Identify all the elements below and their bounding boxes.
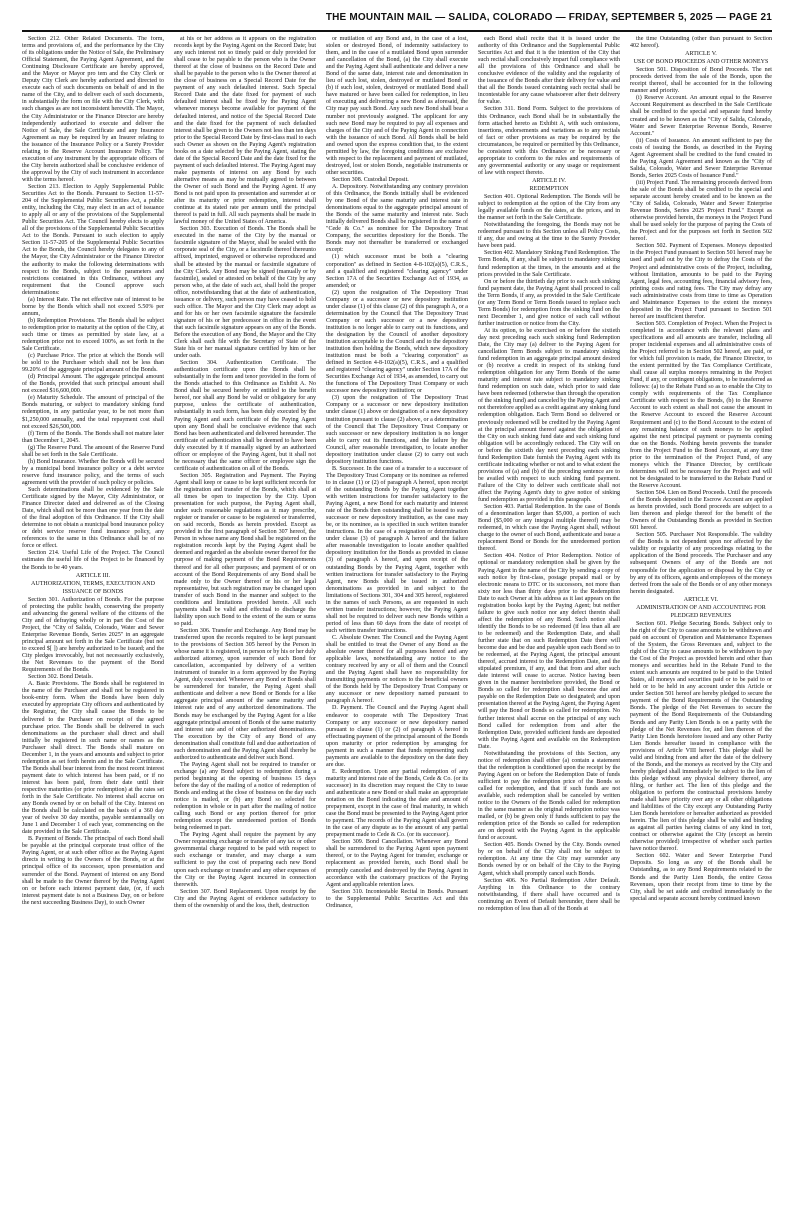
text-column	[630, 36, 772, 1218]
paragraph: Section 214. Useful Life of the Project. The Council estimates the useful life of the Project to be financed by the Bonds to be 40 years.	[22, 550, 164, 571]
paragraph: Section 503. Completion of Project. When the Project is completed in accordance with the relevant plans and specifications and all amounts are transfer, including all proper incidental expenses and all administrative costs of the Project referred to in Section 502 hereof, are paid, or for which full provision is made, the Finance Director, to the extent permitted by the Tax Compliance Certificate, shall cause all surplus moneys remaining in the Project Fund, if any, or contingent obligations, to be transferred as follows: (a) to the Rebate Fund so as to enable the City to comply with requirements of the Tax Compliance Certificate with respect to the Bonds, (b) to the Reserve Account to such extent as shall not cause the amount in the Reserve Account to exceed the Reserve Account Requirement and (c) to the Bond Account to the extent of any remaining balance of such moneys to be applied against the next principal payment or payments coming due on the Bonds. Nothing herein prevents the transfer from the Project Fund to the Bond Account, at any time prior to the termination of the Project Fund, of any moneys which the Finance Director, by certificate determines will not be necessary for the Project and will not be designated to be transferred to the Rebate Fund or the Reserve Account.	[630, 320, 772, 489]
paragraph: D. Payment. The Council and the Paying Agent shall endeavor to cooperate with The Depository Trust Company or any successor or new depository named pursuant to clause (1) or (2) of paragraph A hereof in effectuating payment of the principal amount of the Bonds upon maturity or prior redemption by arranging for payment in such a manner that funds representing such payments are available to the depository on the date they are due.	[326, 705, 468, 768]
paragraph: (a) Interest Rate. The net effective rate of interest to be borne by the Bonds which shall not exceed 5.50% per annum,	[22, 296, 164, 317]
paragraph: (h) Bond Insurance. Whether the Bonds will be secured by a municipal bond insurance policy or a debt service reserve fund insurance policy, and the terms of such agreement with the provider of such policy or policies.	[22, 458, 164, 486]
paragraph: Section 305. Registration and Payment. The Paying Agent shall keep or cause to be kept sufficient records for the registration and transfer of the Bonds, which shall at all times be open to inspection by the City. Upon presentation for such purpose, the Paying Agent shall, under such reasonable regulations as it may prescribe, register or transfer or cause to be registered or transferred, on said records, Bonds as herein provided. Except as provided in the first paragraph of Section 307 hereof, the Person in whose name any Bond shall be registered on the registration records kept by the Paying Agent shall be deemed and regarded as the absolute owner thereof for the purpose of making payment of the Bond Requirements thereof and for all other purposes; and payment of or on account of the Bond Requirements of any Bond shall be made only to the Owner thereof or his or her legal representative, but such registration may be changed upon transfer of such Bond in the manner and subject to the conditions and limitations provided herein. All such payments shall be valid and effectual to discharge the liability upon such Bond to the extent of the sum or sums so paid.	[174, 472, 316, 627]
paragraph: C. Absolute Owner. The Council and the Paying Agent shall be entitled to treat the Owner of any Bond as the absolute owner thereof for all purposes hereof and any applicable laws, notwithstanding any notice to the contrary received by any or all of them and the Council and the Paying Agent shall have no responsibility for transmitting payments or notices to the beneficial owners of the Bonds held by The Depository Trust Company or any successor or new depository named pursuant to paragraph A hereof.	[326, 634, 468, 705]
paragraph: Notwithstanding the foregoing, the Bonds may not be redeemed pursuant to this Section unless all Policy Costs, if any, due and owing at the time to the Surety Provider have been paid.	[478, 222, 620, 250]
paragraph: Section 302. Bond Details.	[28, 674, 93, 681]
paragraph: Section 602. Water and Sewer Enterprise Fund Deposits. So long as any of the Bonds shall be Outstanding, as to any Bond Requirements related to the Bonds and the Parity Lien Bonds, the entire Gross Revenues, upon their receipt from time to time by the City, shall be set aside and credited immediately to the special and separate account hereby continued known	[630, 853, 772, 902]
paragraph: (b) Redemption Provisions. The Bonds shall be subject to redemption prior to maturity at the option of the City, at such time or times as permitted by state law, at a redemption price not to exceed 100%, as set forth in the Sale Certificate.	[22, 317, 164, 353]
paragraph: Section 308. Custodial Deposit.	[332, 176, 409, 183]
paragraph: Section 402. Mandatory Sinking Fund Redemption. The Term Bonds, if any, shall be subject to mandatory sinking fund redemption at the times, in the amounts and at the prices provided in the Sale Certificate.	[478, 250, 620, 278]
article-heading: ADMINISTRATION OF AND ACCOUNTING FOR	[636, 604, 766, 611]
text-column	[326, 36, 468, 1218]
paragraph: B. Payment of Bonds. The principal of each Bond shall be payable at the principal corporate trust office of the Paying Agent, or at such other office as the Paying Agent directs in writing to the Owners of the Bonds, or at the principal office of its successor, upon presentation and surrender of the Bond. Payment of interest on any Bond shall be made to the Owner thereof by the Paying Agent on or before each interest payment date, (or, if such interest payment date is not a Business Day, on or before the next succeeding Business Day), to such Owner	[22, 836, 164, 906]
paragraph: Section 504. Lien on Bond Proceeds. Until the proceeds of the Bonds deposited in the Escrow Account are applied as herein provided, such Bond proceeds are subject to a lien thereon and pledge thereof for the benefit of the Owners of the Outstanding Bonds as provided in Section 601 hereof.	[630, 490, 772, 532]
paragraph: Such determinations shall be evidenced by the Sale Certificate signed by the Mayor, City Administrator, or Finance Director dated and delivered as of the Closing Date, which shall not be more than one year from the date of the final adoption of this Ordinance. If the City shall determine to not obtain a municipal bond insurance policy or debt service reserve fund insurance policy, any references to the same in this Ordinance shall be of no force or effect.	[22, 487, 164, 550]
paragraph: (g) The Reserve Fund. The amount of the Reserve Fund shall be set forth in the Sale Certificate.	[22, 444, 164, 458]
paragraph: On or before the thirtieth day prior to each such sinking fund payment date, the Paying Agent shall proceed to call the Term Bonds, if any, as provided in the Sale Certificate (or any Term Bond or Term Bonds issued to replace such Term Bonds) for redemption from the sinking fund on the next December 1, and give notice of such call without further instruction or notice from the City.	[478, 278, 620, 327]
article-heading: ARTICLE VI.	[683, 596, 719, 603]
text-column	[174, 36, 316, 1218]
paragraph: (2) upon the resignation of The Depository Trust Company or a successor or new depository institution under clause (1) of this clause (2) of this paragraph A, or a determination by the Council that The Depository Trust Company or such successor or a new depository institution is no longer able to carry out its functions, and the designation by the Council of another depository institution acceptable to the Council and to the depository institution then holding the Bonds, which new depository institution must be both a "clearing corporation" as defined in Section 4-8-102(a)(5), C.R.S., and a qualified and registered "clearing agency" under Section 17A of the Securities Exchange Act of 1934, as amended, to carry out the functions of The Depository Trust Company or such successor new depository institution; or	[326, 289, 468, 395]
article-heading: ARTICLE V.	[685, 51, 717, 58]
article-heading: ISSUANCE OF BONDS	[62, 588, 124, 595]
paragraph: Section 501. Disposition of Bond Proceeds. The net proceeds derived from the sale of the Bonds, upon the receipt thereof, shall be accounted for in the following manner and priority.	[630, 67, 772, 95]
paragraph: Section 401. Optional Redemption. The Bonds will be subject to redemption at the option of the City from any legally available funds on the dates, at the prices, and in the manner set forth in the Sale Certificate.	[478, 194, 620, 222]
paragraph: A. Depository. Notwithstanding any contrary provision of this Ordinance, the Bonds initially shall be evidenced by one Bond of the same maturity and interest rate in denominations equal to the aggregate principal amount of the Bonds of the same maturity and interest rate. Such initially delivered Bonds shall be registered in the name of "Cede & Co." as nominee for The Depository Trust Company, the securities depository for the Bonds. The Bonds may not thereafter be transferred or exchanged except:	[326, 183, 468, 254]
paragraph: (d) Principal Amount. The aggregate principal amount of the Bonds, provided that such principal amount shall not exceed $16,600,000.	[22, 374, 164, 395]
paragraph: Section 405. Bonds Owned by the City. Bonds owned by or on behalf of the City shall not be subject to redemption. At any time the City may surrender any Bonds owned by or on behalf of the City to the Paying Agent, which shall promptly cancel such Bonds.	[478, 842, 620, 877]
paragraph: Section 601. Pledge Securing Bonds. Subject only to the right of the City to cause amounts to be withdrawn and paid on account of Operation and Maintenance Expenses of the System, the Gross Revenues and, subject to the right of the City to cause amounts to be withdrawn to pay the Cost of the Project as provided herein and other than moneys and securities held in the Rebate Fund to the extent such amounts are required to be paid to the United States, all moneys and securities paid or to be paid to or held or to be held in any account under this Article or under Section 501 hereof are hereby pledged to secure the payment of the Bond Requirements of the Outstanding Bonds. The pledge of the Net Revenues to secure the payment of the Bond Requirements of the Outstanding Bonds and any Parity Lien Bonds is on a parity with the pledge of the Net Revenues for, and lien thereon of the Parity Lien Bonds heretofore issued and any other Parity Lien Bonds hereafter issued in compliance with the provisions of Article VIII hereof. This pledge shall be valid and binding from and after the date of the delivery of the Bonds, and the moneys as received by the City and hereby pledged shall immediately be subject to the lien of this pledge without any physical delivery thereof, any filing, or further act. The lien of this pledge and the obligation to perform the contractual provisions hereby made shall have priority over any or all other obligations and liabilities of the City except any Outstanding Parity Lien Bonds heretofore or hereafter authorized as provided herein. The lien of this pledge shall be valid and binding as against all parties having claims of any kind in tort, contract or otherwise against the City (except as herein otherwise provided) irrespective of whether such parties have notice thereof.	[630, 620, 772, 853]
paragraph: B. Successor. In the case of a transfer to a successor of The Depository Trust Company or its nominee as referred to in clause (1) or (2) of paragraph A hereof, upon receipt of the outstanding Bonds by the Paying Agent together with written instructions for transfer satisfactory to the Paying Agent, a new Bond for each maturity and interest rate of the Bonds then outstanding shall be issued to such successor or new depository institution, as the case may be, or its nominee, as is specified in such written transfer instructions. In the case of a resignation or determination under clause (3) of paragraph A hereof and the failure after reasonable investigation to locate another qualified depository institution for the Bonds as provided in clause (3) of paragraph A hereof, and upon receipt of the outstanding Bonds by the Paying Agent, together with written instructions for transfer satisfactory to the Paying Agent, new Bonds shall be issued in authorized denominations as provided in and subject to the limitations of Sections 301, 304 and 305 hereof, registered in the names of such Persons, as are requested in such written transfer instructions; however, the Paying Agent shall not be required to deliver such new Bonds within a period of less than 60 days from the date of receipt of such written transfer instructions.	[326, 465, 468, 634]
article-heading: REDEMPTION	[529, 185, 569, 192]
paragraph: (c) Purchase Price. The price at which the Bonds will be sold to the Purchaser which shall not be less than 99.20% of the aggregate principal amount of the Bonds.	[22, 353, 164, 374]
text-column	[478, 36, 620, 1218]
paragraph: Section 406. No Partial Redemption After Default. Anything in this Ordinance to the contrary notwithstanding, if there shall have occurred and is continuing an Event of Default hereunder, there shall be no redemption of less than all of the Bonds at	[478, 877, 620, 912]
paragraph: Section 404. Notice of Prior Redemption. Notice of optional or mandatory redemption shall be given by the Paying Agent in the name of the City by sending a copy of such notice by first-class, postage prepaid mail or by electronic means to DTC or its successors, not more than sixty nor less than thirty days prior to the Redemption Date to each Owner at his address as it last appears on the registration books kept by the Paying Agent; but neither failure to give such notice nor any defect therein shall affect the redemption of any Bond. Such notice shall identify the Bonds to be so redeemed (if less than all are to be redeemed) and the Redemption Date, and shall further state that on such Redemption Date there will become due and be due and payable upon each Bond so to be redeemed, at the Paying Agent, the principal amount thereof, accrued interest to the Redemption Date, and the stipulated premium, if any, and that from and after such date interest will cease to accrue. Notice having been given in the manner hereinbefore provided, the Bond or Bonds so called for redemption shall become due and payable on the Redemption Date so designated; and upon presentation thereof at the Paying Agent, the Paying Agent will pay the Bond or Bonds so called for redemption. No further interest shall accrue on the principal of any such Bond called for redemption from and after the Redemption Date, provided sufficient funds are deposited with the Paying Agent and available on the Redemption Date.	[478, 553, 620, 750]
text-column	[22, 36, 164, 1218]
masthead-text: THE MOUNTAIN MAIL — SALIDA, COLORADO — FRIDAY, SEPTEMBER 5, 2025 — PAGE 21	[325, 12, 772, 23]
article-heading: ARTICLE IV.	[532, 177, 566, 184]
paragraph: At its option, to be exercised on or before the sixtieth day next preceding each such sinking fund Redemption Date, the City may (a) deliver to the Paying Agent for cancellation Term Bonds subject to mandatory sinking fund redemption in an aggregate principal amount desired or (b) receive a credit in respect of its sinking fund redemption obligation for any Term Bonds of the same maturity and interest rate subject to mandatory sinking fund redemption on such date, which prior to said date have been redeemed (otherwise than through the operation of the sinking fund) and canceled by the Paying Agent and not theretofore applied as a credit against any sinking fund redemption obligation. Each Term Bond so delivered or previously redeemed will be credited by the Paying Agent at the principal amount thereof against the obligation of the City on such sinking fund date and such sinking fund obligation will be accordingly reduced. The City will on or before the sixtieth day next preceding each sinking fund Redemption Date furnish the Paying Agent with its certificate indicating whether or not and to what extent the provisions of (a) and (b) of the preceding sentence are to be availed with respect to such sinking fund payment. Failure of the City to deliver such certificate shall not affect the Paying Agent's duty to give notice of sinking fund redemption as provided in this paragraph.	[478, 327, 620, 504]
paragraph: Section 307. Bond Replacement. Upon receipt by the City and the Paying Agent of evidence satisfactory to them of the ownership of and the loss, theft, destruction	[174, 888, 316, 909]
paragraph: (1) which successor must be both a "clearing corporation" as defined in Section 4-8-102(a)(5), C.R.S., and a qualified and registered "clearing agency" under Section 17A of the Securities Exchange Act of 1934, as amended; or	[326, 254, 468, 289]
paragraph: Section 311. Bond Form. Subject to the provisions of this Ordinance, each Bond shall be in substantially the form attached hereto as Exhibit A, with such omissions, insertions, endorsements and variations as to any recitals of fact or other provisions as may be required by the circumstances, be required or permitted by this Ordinance, be consistent with this Ordinance or be necessary or appropriate to conform to the rules and requirements of any governmental authority or any usage or requirement of law with respect thereto.	[478, 106, 620, 176]
paragraph: Section 304. Authentication Certificate. The authentication certificate upon the Bonds shall be substantially in the form and tenor provided in the form of the Bonds attached to this Ordinance as Exhibit A. No Bond shall be secured hereby or entitled to the benefit hereof, nor shall any Bond be valid or obligatory for any purpose, unless the certificate of authentication, substantially in such form, has been duly executed by the Paying Agent and such certificate of the Paying Agent upon any Bond shall be conclusive evidence that such Bond has been authenticated and delivered hereunder. The certificate of authentication shall be deemed to have been duly executed by it if manually signed by an authorized officer or employee of the Paying Agent, but it shall not be necessary that the same officer or employee sign the certificate of authentication on all of the Bonds.	[174, 360, 316, 472]
paragraph: E. Redemption. Upon any partial redemption of any maturity and interest rate of the Bonds, Cede & Co. (or its successor) in its discretion may request the City to issue and authenticate a new Bond or shall make an appropriate notation on the Bond indicating the date and amount of prepayment, except in the case of final maturity, in which case the Bond must be presented to the Paying Agent prior to payment. The records of the Paying Agent shall govern in the case of any dispute as to the amount of any partial prepayment made to Cede & Co. (or its successor).	[326, 768, 468, 839]
paragraph: (ii) Costs of Issuance. An amount sufficient to pay the costs of issuing the Bonds, as described in the Paying Agent Agreement shall be credited to the fund created in the Paying Agent Agreement and known as the "City of Salida, Colorado, Water and Sewer Enterprise Revenue Bonds, Series 2025 Costs of Issuance Fund."	[630, 137, 772, 179]
article-heading: AUTHORIZATION, TERMS, EXECUTION AND	[30, 580, 155, 587]
paragraph: Section 301. Authorization of Bonds. For the purpose of protecting the public health, conserving the property and advancing the general welfare of the citizens of the City and of defraying wholly or in part the Cost of the Project, the "City of Salida, Colorado, Water and Sewer Enterprise Revenue Bonds, Series 2025" in an aggregate principal amount set forth in the Sale Certificate (but not to exceed $[ ]) are hereby authorized to be issued; and the City pledges irrevocably, but not necessarily exclusively, the Net Revenues to the payment of the Bond Requirements of the Bonds.	[22, 596, 164, 674]
article-heading: ARTICLE III.	[75, 572, 111, 579]
paragraph: Section 303. Execution of Bonds. The Bonds shall be executed in the name of the City by the manual or facsimile signature of the Mayor, shall be sealed with the corporate seal of the City, or a facsimile thereof thereunto affixed, imprinted, engraved or otherwise reproduced and shall be attested by the manual or facsimile signature of the City Clerk. Any Bond may be signed (manually or by facsimile), sealed or attested on behalf of the City by any person who, at the date of such act, shall hold the proper office, notwithstanding that at the date of authentication, issuance or delivery, such person may have ceased to hold such office. The Mayor and the City Clerk may adopt as and for his or her own facsimile signature the facsimile signature of his or her predecessor in office in the event that such facsimile signature appears on any of the Bonds. Before the execution of any Bond, the Mayor and the City Clerk shall each file with the Secretary of State of the State his or her manual signature certified by him or her under oath.	[174, 226, 316, 360]
paragraph: (e) Maturity Schedule. The amount of principal of the Bonds maturing, or subject to mandatory sinking fund redemption, in any particular year, to be not more than $1,250,000 annually, and the total repayment cost shall not exceed $26,500,000.	[22, 395, 164, 430]
legal-notice-columns	[22, 36, 772, 1218]
paragraph: (iii) Project Fund. The remaining proceeds derived from the sale of the Bonds shall be credited to the special and separate account hereby created and to be known as the "City of Salida, Colorado, Water and Sewer Enterprise Revenue Bonds, Series 2025 Project Fund." Except as otherwise provided herein, the moneys in the Project Fund shall be used solely for the purpose of paying the Costs of the Project and for the purposes set forth in Section 502 hereof.	[630, 179, 772, 243]
page-header	[22, 8, 772, 32]
paragraph: Notwithstanding the provisions of this Section, any notice of redemption shall either (a) contain a statement that the redemption is conditioned upon the receipt by the Paying Agent on or before the Redemption Date of funds sufficient to pay the redemption price of the Bonds so called for redemption, and that if such funds are not available, such redemption shall be canceled by written notice to the Owners of the Bonds called for redemption in the same manner as the original redemption notice was mailed, or (b) be given only if funds sufficient to pay the redemption price of the Bonds so called for redemption are on deposit with the Paying Agent in the applicable fund or account.	[478, 750, 620, 842]
article-heading: USE OF BOND PROCEEDS AND OTHER MONEYS	[633, 59, 769, 66]
paragraph: (f) Term of the Bonds. The Bonds shall not mature later than December 1, 2045.	[22, 430, 164, 444]
paragraph: Section 309. Bond Cancellation. Whenever any Bond shall be surrendered to the Paying Agent upon payment thereof, or to the Paying Agent for transfer, exchange or replacement as provided herein, such Bond shall be promptly canceled and destroyed by the Paying Agent in accordance with the customary practices of the Paying Agent and applicable retention laws.	[326, 839, 468, 888]
paragraph: at his or her address as it appears on the registration records kept by the Paying Agent on the Record Date; but any such interest not so timely paid or duly provided for shall cease to be payable to the person who is the Owner thereof at the close of business on the Record Date and shall be payable to the person who is the Owner thereof at the close of business on a Special Record Date for the payment of any such defaulted interest. Such Special Record Date and the date fixed for payment of such defaulted interest shall be fixed by the Paying Agent whenever moneys become available for payment of the defaulted interest, and notice of the Special Record Date and the date fixed for the payment of such defaulted interest shall be given to the Owners not less than ten days prior to the Special Record Date by first-class mail to each such Owner as shown on the Paying Agent's registration books on a date selected by the Paying Agent, stating the date of the Special Record Date and the date fixed for the payment of such defaulted interest. The Paying Agent may make payments of interest on any Bond by such alternative means as may be mutually agreed to between the Owner of such Bond and the Paying Agent. If any Bond is not paid upon its presentation and surrender at or after its maturity or prior redemption, interest shall continue at its stated rate per annum until the principal thereof is paid in full. All such payments shall be made in lawful money of the United States of America.	[174, 36, 316, 226]
paragraph: Section 403. Partial Redemption. In the case of Bonds of a denomination larger than $5,000, a portion of such Bond ($5,000 or any integral multiple thereof) may be redeemed, in which case the Paying Agent shall, without charge to the owner of such Bond, authenticate and issue a replacement Bond or Bonds for the unredeemed portion thereof.	[478, 504, 620, 553]
paragraph: A. Basic Provisions. The Bonds shall be registered in the name of the Purchaser and shall not be registered in book-entry form. When the Bonds have been duly executed by appropriate City officers and authenticated by the Registrar, the City shall cause the Bonds to be delivered to the Purchaser on receipt of the agreed purchase price. The Bonds shall be delivered in such denominations as the purchaser shall direct and shall initially be registered in such name or names as the Purchaser shall direct. The Bonds shall mature on December 1, in the years and amounts and subject to prior redemption as set forth herein and in the Sale Certificate. The Bonds shall bear interest from the most recent interest payment date to which interest has been paid, or if no interest has been paid, from their date until their respective maturities (or prior redemption) at the rates set forth in the Sale Certificate. No interest shall accrue on any Bonds owned by or on behalf of the City. Interest on the Bonds shall be calculated on the basis of a 360 day year of twelve 30 day months, payable semiannually on June 1 and December 1 of each year, commencing on the date provided in the Sale Certificate.	[22, 681, 164, 836]
paragraph: Section 505. Purchaser Not Responsible. The validity of the Bonds is not dependent upon nor affected by the validity or regularity of any proceedings relating to the application of the Bond proceeds. The Purchaser and any subsequent Owners of any of the Bonds are not responsible for the application or disposal by the City or by any of its officers, agents and employees of the moneys derived from the sale of the Bonds or of any other moneys herein designated.	[630, 532, 772, 595]
article-heading: PLEDGED REVENUES	[670, 612, 732, 619]
paragraph: Section 310. Incontestable Recital in Bonds. Pursuant to the Supplemental Public Securities Act and this Ordinance,	[326, 888, 468, 909]
paragraph: each Bond shall recite that it is issued under the authority of this Ordinance and the Supplemental Public Securities Act and that it is the intention of the City that such recital shall conclusively impart full compliance with all the provisions of this Ordinance and shall be conclusive evidence of the validity and the regularity of the issuance of the Bonds after their delivery for value and that all the Bonds issued containing such recital shall be incontestable for any cause whatsoever after their delivery for value.	[478, 36, 620, 106]
paragraph: (3) upon the resignation of The Depository Trust Company or a successor or new depository institution under clause (1) above or designation of a new depository institution pursuant to clause (2) above, or a determination of the Council that The Depository Trust Company or such successor or new depository institution is no longer able to carry out its functions, and the failure by the Council, after reasonable investigation, to locate another depository institution under clause (2) to carry out such depository institution functions.	[326, 395, 468, 465]
paragraph: Section 502. Payment of Expenses. Moneys deposited in the Project Fund pursuant to Section 501 hereof may be used and paid out by the City to defray the Costs of the Project and administrative costs of the Project, including, without limitation, amounts to be paid to the Paying Agent, legal fees, accounting fees, financial advisory fees, printing costs and rating fees. The City may defray any such administrative costs from time to time as Operation and Maintenance Expenses to the extent the moneys deposited in the Project Fund pursuant to Section 501 hereof are insufficient therefor.	[630, 243, 772, 320]
paragraph: Section 213. Election to Apply Supplemental Public Securities Act to the Bonds. Pursuant to Section 11-57-204 of the Supplemental Public Securities Act, a public entity, including the City, may elect in an act of issuance to apply all or any of the provisions of the Supplemental Public Securities Act. The Council hereby elects to apply all of the provisions of the Supplemental Public Securities Act to the Bonds. Pursuant to such election to apply Section 11-57-205 of the Supplemental Public Securities Act to the Bonds, the Council hereby delegates to any of the Mayor, the City Administrator or the Finance Director the authority to make the following determinations with respect to the Bonds, subject to the parameters and restrictions contained in this Ordinance, without any requirement that the Council approve such determinations:	[22, 183, 164, 296]
paragraph: (i) Reserve Account. An amount equal to the Reserve Account Requirement as described in the Sale Certificate shall be credited to the special and separate fund hereby created and to be known as the "City of Salida, Colorado, Water and Sewer Enterprise Revenue Bonds, Reserve Account."	[630, 95, 772, 137]
paragraph: the time Outstanding (other than pursuant to Section 402 hereof).	[630, 36, 772, 50]
paragraph: The Paying Agent shall require the payment by any Owner requesting exchange or transfer of any tax or other governmental charge required to be paid with respect to such exchange or transfer, and may charge a sum sufficient to pay the cost of preparing each new Bond upon each exchange or transfer and any other expenses of the City or the Paying Agent incurred in connection therewith.	[174, 832, 316, 888]
paragraph: Section 306. Transfer and Exchange. Any Bond may be transferred upon the records required to be kept pursuant to the provisions of Section 305 hereof by the Person in whose name it is registered, in person or by his or her duly authorized attorney, upon surrender of such Bond for cancellation, accompanied by delivery of a written instrument of transfer in a form approved by the Paying Agent, duly executed. Whenever any Bond or Bonds shall be surrendered for transfer, the Paying Agent shall authenticate and deliver a new Bond or Bonds for a like aggregate principal amount of the same maturity and interest rate and of any authorized denominations. The Bonds may be exchanged by the Paying Agent for a like aggregate principal amount of Bonds of the same maturity and interest rate and of other authorized denominations. The execution by the City of any Bond of any denomination shall constitute full and due authorization of such denomination and the Paying Agent shall thereby be authorized to authenticate and deliver such Bond.	[174, 627, 316, 761]
paragraph: or mutilation of any Bond and, in the case of a lost, stolen or destroyed Bond, of indemnity satisfactory to them, and in the case of a mutilated Bond upon surrender and cancellation of the Bond, (a) the City shall execute and the Paying Agent shall authenticate and deliver a new Bond of the same date, interest rate and denomination in lieu of such lost, stolen, destroyed or mutilated Bond or (b) if such lost, stolen, destroyed or mutilated Bond shall have matured or have been called for redemption, in lieu of executing and delivering a new Bond as aforesaid, the City may pay such Bond. Any such new Bond shall bear a number not previously assigned. The applicant for any such new Bond may be required to pay all expenses and charges of the City and of the Paying Agent in connection with the issuance of such Bond. All Bonds shall be held and owned upon the express condition that, to the extent permitted by law, the foregoing conditions are exclusive with respect to the replacement and payment of mutilated, destroyed, lost or stolen Bonds, negotiable instruments or other securities.	[326, 36, 468, 176]
paragraph: Section 212. Other Related Documents. The form, terms and provisions of, and the performance by the City of its obligations under the Notice of Sale, the Preliminary Official Statement, the Paying Agent Agreement, and the Continuing Disclosure Certificate are hereby approved, and the Mayor or Mayor pro tem and the City Clerk or Deputy City Clerk are hereby authorized and directed to execute each of such documents on behalf of and in the name of the City, and to deliver each of such documents, in substantially the form on file with the City Clerk, with such changes as are not inconsistent herewith. The Mayor, the City Administrator or the Finance Director are hereby independently authorized to execute and deliver the Notice of Sale, the Sale Certificate and any Insurance Agreement as may be required by an Insurer relating to the issuance of the Insurance Policy or a Surety Provider relating to the Reserve Account Insurance Policy. The execution of any instrument by the appropriate officers of the City herein authorized shall be conclusive evidence of the approval by the City of such instrument in accordance with the terms hereof.	[22, 36, 164, 183]
paragraph: The Paying Agent shall not be required to transfer or exchange (a) any Bond subject to redemption during a period beginning at the opening of business 15 days before the day of the mailing of a notice of redemption of Bonds and ending at the close of business on the day such notice is mailed, or (b) any Bond so selected for redemption in whole or in part after the mailing of notice calling such Bond or any portion thereof for prior redemption except the unredeemed portion of Bonds being redeemed in part.	[174, 761, 316, 832]
